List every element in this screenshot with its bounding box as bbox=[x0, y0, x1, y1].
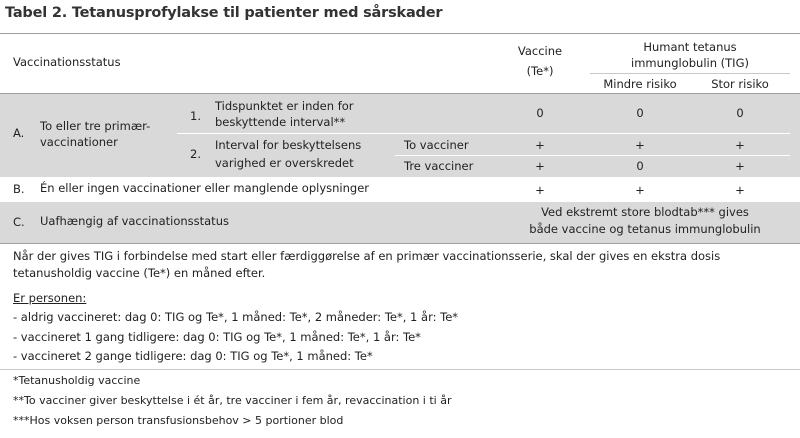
row-b-letter: B. bbox=[13, 182, 25, 196]
header-vaccine-line2: (Te*) bbox=[526, 64, 554, 78]
row-b-vaccine: + bbox=[535, 183, 545, 197]
footnote: *Tetanusholdig vaccine bbox=[13, 374, 141, 387]
header-tig-minor: Mindre risiko bbox=[603, 77, 677, 91]
note-tig-line1: Når der gives TIG i forbindelse med start eller færdiggørelse af en primær vaccinationsserie, skal der gives en ekstra dosis bbox=[13, 249, 721, 263]
row-a2-to-tig-major: + bbox=[735, 138, 745, 152]
header-vaccine-line1: Vaccine bbox=[517, 44, 563, 58]
row-a1-tig-major: 0 bbox=[736, 106, 744, 120]
header-tig-line2: immunglobulin (TIG) bbox=[631, 56, 749, 70]
row-c-letter: C. bbox=[13, 215, 25, 229]
row-a2-tre-vaccine: + bbox=[535, 159, 545, 173]
row-b-tig-minor: + bbox=[635, 183, 645, 197]
note-persons-heading: Er personen: bbox=[13, 291, 87, 305]
row-a1-label-line2: beskyttende interval** bbox=[215, 115, 346, 129]
top-rule bbox=[0, 33, 800, 34]
row-a2-tre-tig-minor: 0 bbox=[636, 159, 644, 173]
row-c-note-line1: Ved ekstremt store blodtab*** gives bbox=[541, 205, 749, 219]
table-bottom-rule bbox=[0, 243, 800, 244]
row-c-note-line2: både vaccine og tetanus immunglobulin bbox=[529, 222, 761, 236]
row-a1-tig-minor: 0 bbox=[636, 106, 644, 120]
header-tig-line1: Humant tetanus bbox=[643, 40, 737, 54]
row-b-label: Én eller ingen vaccinationer eller manglende oplysninger bbox=[40, 181, 370, 195]
row-b-tig-major: + bbox=[735, 183, 745, 197]
note-person-item: - vaccineret 1 gang tidligere: dag 0: TIG og Te*, 1 måned: Te*, 1 år: Te* bbox=[13, 330, 421, 344]
row-a1-label-line1: Tidspunktet er inden for bbox=[215, 99, 354, 113]
header-tig-major: Stor risiko bbox=[711, 77, 769, 91]
footnote: **To vacciner giver beskyttelse i ét år, tre vacciner i fem år, revaccination i ti år bbox=[13, 394, 452, 407]
row-a-letter: A. bbox=[13, 126, 25, 140]
row-a-label-line1: To eller tre primær- bbox=[40, 119, 151, 133]
row-a2-divider bbox=[395, 155, 790, 156]
row-a2-to-label: To vacciner bbox=[404, 138, 469, 152]
table-title: Tabel 2. Tetanusprofylakse til patienter med sårskader bbox=[5, 5, 443, 21]
footnote-rule bbox=[0, 369, 800, 370]
footnote: ***Hos voksen person transfusionsbehov > 5 portioner blod bbox=[13, 414, 344, 427]
row-a2-tre-tig-major: + bbox=[735, 159, 745, 173]
row-a2-to-vaccine: + bbox=[535, 138, 545, 152]
row-c-label: Uafhængig af vaccinationsstatus bbox=[40, 214, 229, 228]
header-vaccinationsstatus: Vaccinationsstatus bbox=[13, 55, 121, 69]
row-a2-label-line1: Interval for beskyttelsens bbox=[215, 138, 362, 152]
row-a1-divider bbox=[177, 133, 790, 134]
row-a2-to-tig-minor: + bbox=[635, 138, 645, 152]
note-person-item: - vaccineret 2 gange tidligere: dag 0: TIG og Te*, 1 måned: Te* bbox=[13, 349, 373, 363]
row-a2-tre-label: Tre vacciner bbox=[404, 159, 474, 173]
note-person-item: - aldrig vaccineret: dag 0: TIG og Te*, 1 måned: Te*, 2 måneder: Te*, 1 år: Te* bbox=[13, 310, 459, 324]
row-a1-number: 1. bbox=[190, 109, 201, 123]
row-a2-label-line2: varighed er overskredet bbox=[215, 156, 354, 170]
row-a2-number: 2. bbox=[190, 147, 201, 161]
header-tig-divider bbox=[590, 73, 790, 74]
row-a-label-line2: vaccinationer bbox=[40, 135, 118, 149]
row-a1-vaccine: 0 bbox=[536, 106, 544, 120]
note-tig-line2: tetanusholdig vaccine (Te*) en måned efter. bbox=[13, 266, 266, 280]
